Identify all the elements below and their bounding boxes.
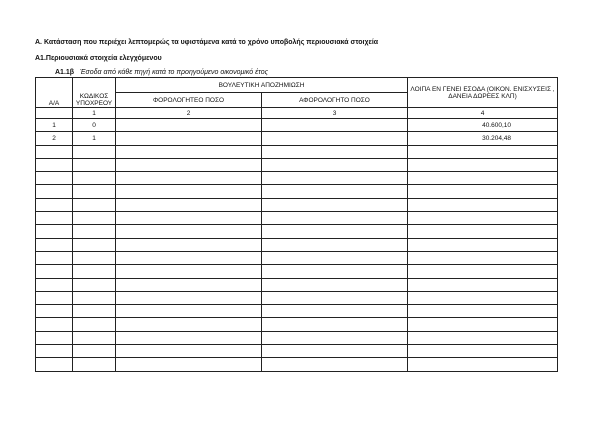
- table-row: [36, 185, 558, 198]
- header-code: ΚΩΔΙΚΟΣ ΥΠΟΧΡΕΟΥ: [73, 78, 116, 108]
- cell-aa: [36, 331, 73, 344]
- cell-nontaxable: [262, 119, 408, 132]
- column-number: [36, 108, 73, 119]
- cell-taxable: [116, 305, 262, 318]
- cell-nontaxable: [262, 265, 408, 278]
- cell-code: [73, 318, 116, 331]
- cell-aa: [36, 145, 73, 158]
- cell-nontaxable: [262, 132, 408, 145]
- cell-taxable: [116, 172, 262, 185]
- cell-other: [408, 265, 558, 278]
- table-row: [36, 345, 558, 358]
- cell-aa: [36, 265, 73, 278]
- cell-code: [73, 185, 116, 198]
- table-row: [36, 198, 558, 211]
- table-row: [36, 318, 558, 331]
- cell-code: [73, 158, 116, 171]
- table-row: [36, 212, 558, 225]
- cell-nontaxable: [262, 225, 408, 238]
- cell-other: [408, 185, 558, 198]
- cell-code: [73, 225, 116, 238]
- table-row: [36, 145, 558, 158]
- cell-other: [408, 158, 558, 171]
- cell-code: [73, 305, 116, 318]
- cell-nontaxable: [262, 212, 408, 225]
- table-row: [36, 132, 558, 145]
- table-row: [36, 158, 558, 171]
- cell-other: [408, 305, 558, 318]
- cell-code: 1: [73, 132, 116, 145]
- cell-code: [73, 331, 116, 344]
- cell-aa: 2: [36, 132, 73, 145]
- cell-aa: [36, 358, 73, 371]
- section-title: Α. Κατάσταση που περιέχει λεπτομερώς τα υφιστάμενα κατά το χρόνο υποβολής περιουσιακά στοιχεία: [35, 39, 379, 46]
- cell-aa: [36, 345, 73, 358]
- cell-code: [73, 265, 116, 278]
- cell-taxable: [116, 198, 262, 211]
- cell-nontaxable: [262, 172, 408, 185]
- table-row: [36, 265, 558, 278]
- table-body: [36, 119, 558, 372]
- cell-nontaxable: [262, 291, 408, 304]
- cell-aa: [36, 251, 73, 264]
- header-other-income: ΛΟΙΠΑ ΕΝ ΓΕΝΕΙ ΕΣΟΔΑ (ΟΙΚΟΝ. ΕΝΙΣΧΥΣΕΙΣ , ΔΑΝΕΙΑ ΔΩΡΕΕΣ ΚΛΠ): [408, 78, 558, 108]
- cell-other: [408, 345, 558, 358]
- cell-taxable: [116, 145, 262, 158]
- cell-aa: [36, 172, 73, 185]
- cell-nontaxable: [262, 238, 408, 251]
- column-number-row: [36, 108, 558, 119]
- column-number: 3: [262, 108, 408, 119]
- cell-taxable: [116, 251, 262, 264]
- cell-other: [408, 358, 558, 371]
- cell-nontaxable: [262, 345, 408, 358]
- cell-taxable: [116, 278, 262, 291]
- column-number: 1: [73, 108, 116, 119]
- cell-aa: [36, 158, 73, 171]
- table-row: [36, 331, 558, 344]
- cell-taxable: [116, 185, 262, 198]
- cell-nontaxable: [262, 158, 408, 171]
- cell-code: [73, 251, 116, 264]
- cell-other: [408, 212, 558, 225]
- header-group-compensation: ΒΟΥΛΕΥΤΙΚΗ ΑΠΟΖΗΜΙΩΣΗ: [116, 78, 408, 93]
- cell-code: [73, 238, 116, 251]
- cell-aa: [36, 305, 73, 318]
- cell-other: [408, 291, 558, 304]
- cell-nontaxable: [262, 358, 408, 371]
- cell-other: [408, 172, 558, 185]
- cell-taxable: [116, 318, 262, 331]
- cell-taxable: [116, 291, 262, 304]
- cell-aa: [36, 212, 73, 225]
- cell-nontaxable: [262, 145, 408, 158]
- cell-nontaxable: [262, 198, 408, 211]
- cell-taxable: [116, 158, 262, 171]
- cell-other: [408, 198, 558, 211]
- cell-other: 30.204,48: [408, 132, 558, 145]
- cell-aa: [36, 278, 73, 291]
- table-row: [36, 291, 558, 304]
- cell-nontaxable: [262, 278, 408, 291]
- cell-other: [408, 238, 558, 251]
- cell-code: [73, 212, 116, 225]
- table-row: [36, 251, 558, 264]
- cell-nontaxable: [262, 305, 408, 318]
- table-caption-text: Έσοδα από κάθε πηγή κατά το προηγούμενο οικονομικό έτος: [80, 69, 269, 76]
- cell-code: [73, 358, 116, 371]
- cell-taxable: [116, 265, 262, 278]
- table-row: [36, 305, 558, 318]
- cell-aa: [36, 318, 73, 331]
- header-row-1: [36, 78, 558, 93]
- cell-code: [73, 198, 116, 211]
- cell-other: [408, 145, 558, 158]
- cell-other: 40.600,10: [408, 119, 558, 132]
- cell-taxable: [116, 238, 262, 251]
- cell-other: [408, 251, 558, 264]
- header-taxable: ΦΟΡΟΛΟΓΗΤΕΟ ΠΟΣΟ: [116, 93, 262, 108]
- cell-code: [73, 172, 116, 185]
- table-caption-number: Α1.1β: [55, 69, 75, 76]
- cell-aa: 1: [36, 119, 73, 132]
- cell-aa: [36, 185, 73, 198]
- cell-code: [73, 145, 116, 158]
- cell-taxable: [116, 119, 262, 132]
- cell-taxable: [116, 225, 262, 238]
- cell-nontaxable: [262, 331, 408, 344]
- cell-aa: [36, 198, 73, 211]
- cell-aa: [36, 291, 73, 304]
- cell-aa: [36, 238, 73, 251]
- cell-taxable: [116, 212, 262, 225]
- table-row: [36, 172, 558, 185]
- cell-taxable: [116, 331, 262, 344]
- cell-aa: [36, 225, 73, 238]
- table-row: [36, 225, 558, 238]
- column-number: 2: [116, 108, 262, 119]
- table-row: [36, 238, 558, 251]
- cell-code: [73, 291, 116, 304]
- table-row: [36, 358, 558, 371]
- column-number: 4: [408, 108, 558, 119]
- table-row: [36, 278, 558, 291]
- table-caption: [55, 69, 268, 76]
- cell-taxable: [116, 345, 262, 358]
- income-table: [35, 77, 558, 372]
- header-nontaxable: ΑΦΟΡΟΛΟΓΗΤΟ ΠΟΣΟ: [262, 93, 408, 108]
- cell-other: [408, 225, 558, 238]
- cell-taxable: [116, 132, 262, 145]
- cell-taxable: [116, 358, 262, 371]
- cell-code: [73, 278, 116, 291]
- cell-other: [408, 318, 558, 331]
- cell-nontaxable: [262, 318, 408, 331]
- table-row: [36, 119, 558, 132]
- cell-code: 0: [73, 119, 116, 132]
- subsection-title: Α1.Περιουσιακά στοιχεία ελεγχόμενου: [35, 55, 162, 62]
- header-aa: Α/Α: [36, 78, 73, 108]
- cell-other: [408, 331, 558, 344]
- cell-nontaxable: [262, 185, 408, 198]
- cell-other: [408, 278, 558, 291]
- cell-code: [73, 345, 116, 358]
- cell-nontaxable: [262, 251, 408, 264]
